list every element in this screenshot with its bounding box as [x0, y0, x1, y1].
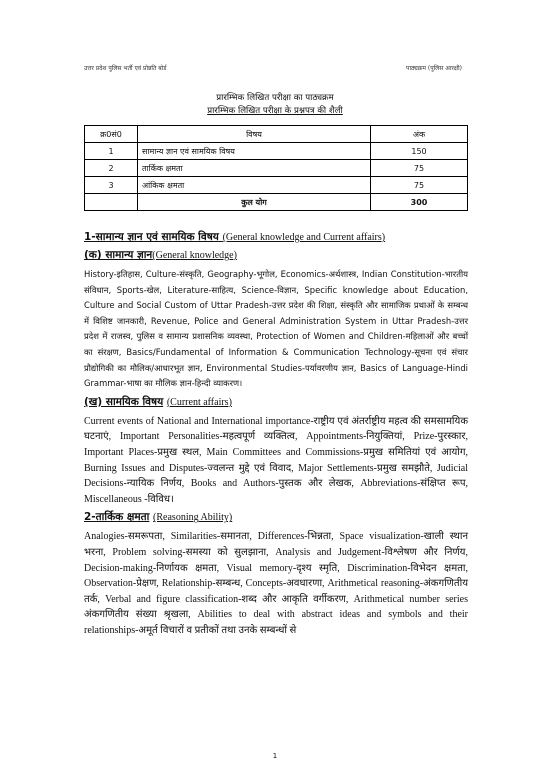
row-subject: आंकिक क्षमता	[138, 177, 371, 194]
sub-a-heading-en: (General knowledge)	[152, 250, 237, 261]
page-number: 1	[272, 752, 278, 760]
section2-text: Analogies-समरूपता, Similarities-समानता, Differences-भिन्नता, Space visualization-खाली स्थान भरना, Problem solving-समस्या को सुलझाना, Analysis and Judgement-विश्लेषण और निर्णय, Decision-making-निर्णायक क्षमता, Visual memory-दृश्य स्मृति, Discrimination-विभेदन क्षमता, Observation-प्रेक्षण, Relationship-सम्बन्ध, Concepts-अवधारणा, Arithmetical reasoning-अंकगणितीय तर्क, Verbal and figure classification-शब्द और आकृति वर्गीकरण, Arithmetical number series अंकगणितीय संख्या श्रृखला, Abilities to deal with abstract ideas and symbols and their relationships-अमूर्त विचारों व प्रतीकों तथा उनके सम्बन्धों से	[84, 531, 468, 636]
section2-heading	[84, 510, 468, 525]
col-header-marks: अंक	[371, 126, 468, 143]
table-row	[85, 177, 468, 194]
section2-heading-en: (Reasoning Ability)	[153, 512, 233, 524]
sub-b-heading-hi: (ख) सामयिक विषय	[84, 395, 164, 408]
section2-heading-hi: 2-तार्किक क्षमता	[84, 511, 150, 524]
syllabus-body	[84, 230, 468, 638]
sub-b-heading-en: (Current affairs)	[166, 396, 232, 408]
sub-b-heading	[84, 395, 468, 410]
table-row	[85, 160, 468, 177]
row-serial: 3	[85, 177, 138, 194]
total-label: कुल योग	[138, 194, 371, 211]
col-header-serial: क्र0सं0	[85, 126, 138, 143]
total-empty-cell	[85, 194, 138, 211]
row-subject: सामान्य ज्ञान एवं सामयिक विषय	[138, 143, 371, 160]
row-serial: 1	[85, 143, 138, 160]
table-row	[85, 143, 468, 160]
sub-a-text: History-इतिहास, Culture-संस्कृति, Geography-भूगोल, Economics-अर्थशास्त्र, Indian Constitution-भारतीय संविधान, Sports-खेल, Literature-साहित्य, Science-विज्ञान, Specific knowledge about Education, Culture and Social Custom of Uttar Pradesh-उत्तर प्रदेश की शिक्षा, संस्कृति और सामाजिक प्रथाओं के सम्बन्ध में विशिष्ट जानकारी, Revenue, Police and General Administration System in Uttar Pradesh-उत्तर प्रदेश में राजस्व, पुलिस व सामान्य प्रशासनिक व्यवस्था, Protection of Women and Children-महिलाओं और बच्चों का संरक्षण, Basics/Fundamental of Information & Communication Technology-सूचना एवं संचार प्रौद्योगिकी का मौलिक/आधारभूत ज्ञान, Environmental Studies-पर्यावरणीय ज्ञान, Basics of Language-Hindi Grammar-भाषा का मौलिक ज्ञान-हिन्दी व्याकरण।	[84, 269, 468, 389]
col-header-subject: विषय	[138, 126, 371, 143]
section1-heading-hi: 1-सामान्य ज्ञान एवं सामयिक विषय	[84, 231, 219, 243]
sub-a-heading	[84, 248, 468, 263]
row-marks: 150	[371, 143, 468, 160]
marks-table	[84, 125, 468, 211]
sub-b-text: Current events of National and International importance-राष्ट्रीय एवं अंतर्राष्ट्रीय महत्व की समसामयिक घटनाएं, Important Personalities-महत्वपूर्ण व्यक्तित्व, Appointments-नियुक्तियां, Prize-पुरस्कार, Important Places-प्रमुख स्थल, Main Committees and Commissions-प्रमुख समितियां एवं आयोग, Burning Issues and Disputes-ज्वलन्त मुद्दे एवं विवाद, Major Settlements-प्रमुख समझौते, Judicial Decisions-न्यायिक निर्णय, Books and Authors-पुस्तक और लेखक, Abbreviations-संक्षिप्त रूप, Miscellaneous -विविध।	[84, 415, 468, 505]
header-left: उत्तर प्रदेश पुलिस भर्ती एवं प्रोन्नति बोर्ड	[84, 65, 167, 72]
header-right: पाठ्यक्रम (पुलिस आरक्षी)	[406, 65, 462, 72]
section1-heading-en: (General knowledge and Current affairs)	[222, 232, 386, 243]
title-block	[0, 92, 550, 118]
row-serial: 2	[85, 160, 138, 177]
row-marks: 75	[371, 160, 468, 177]
sub-a-heading-hi: (क) सामान्य ज्ञान	[84, 249, 153, 261]
syllabus-title: प्रारम्भिक लिखित परीक्षा का पाठ्यक्रम	[216, 93, 334, 103]
table-header-row	[85, 126, 468, 143]
row-subject: तार्किक क्षमता	[138, 160, 371, 177]
paper-style-title: प्रारम्भिक लिखित परीक्षा के प्रश्नपत्र की शैली	[207, 106, 343, 116]
row-marks: 75	[371, 177, 468, 194]
section1-heading	[84, 230, 468, 245]
total-value: 300	[371, 194, 468, 211]
total-row	[85, 194, 468, 211]
